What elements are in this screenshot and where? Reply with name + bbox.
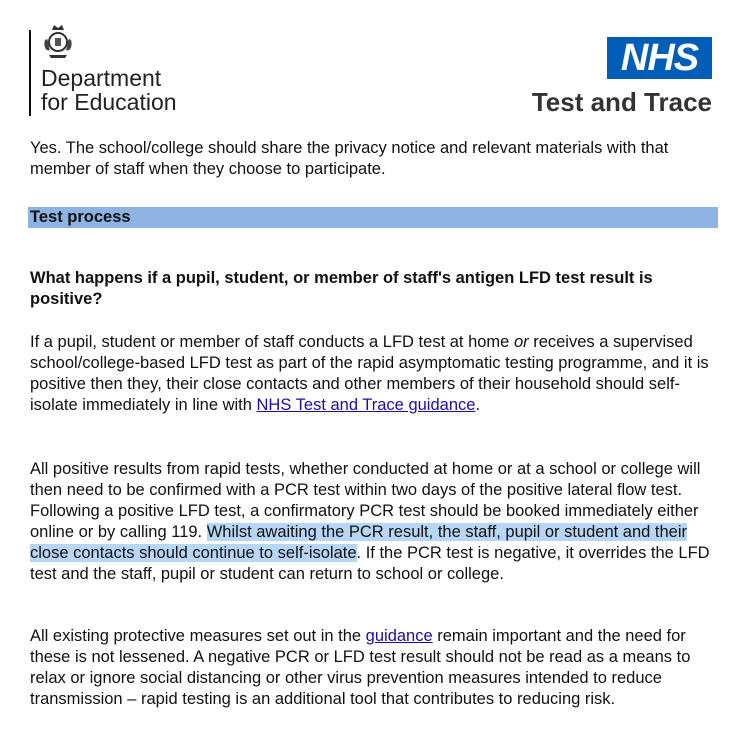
para3-text-b: remain important and the need for these is not lessened. A negative PCR or LFD test result should not be read as a means to relax or ignore social distancing or other virus prevention measures intended to reduce transmission – rapid testing is an additional tool that contributes to reducing risk. bbox=[30, 627, 691, 708]
nhs-logo: NHS bbox=[607, 37, 712, 79]
intro-paragraph: Yes. The school/college should share the privacy notice and relevant materials with that member of staff when they choose to participate. bbox=[30, 139, 669, 178]
para1-text-a: If a pupil, student or member of staff conducts a LFD test at home bbox=[30, 333, 514, 351]
dfe-logo-rule bbox=[29, 30, 31, 116]
royal-crest-icon bbox=[41, 22, 75, 60]
nhs-subtitle: Test and Trace bbox=[531, 87, 712, 117]
highlighted-text: Whilst awaiting the PCR result, the staff, pupil or student and their close contacts should continue to self-isolate bbox=[30, 523, 688, 562]
para1-text-b: receives a supervised school/college-based LFD test as part of the rapid asymptomatic testing programme, and it is positive then they, their close contacts and other members of their household should self-isolate immediately in line with bbox=[30, 333, 709, 414]
paragraph-pcr-confirmation bbox=[30, 459, 716, 585]
dfe-wordmark bbox=[41, 66, 177, 114]
para2-text-b: . If the PCR test is negative, it overrides the LFD test and the staff, pupil or student can return to school or college. bbox=[30, 544, 710, 583]
para1-emphasis: or bbox=[513, 333, 529, 351]
dfe-line-2: for Education bbox=[41, 89, 177, 115]
guidance-link[interactable]: guidance bbox=[365, 627, 433, 645]
section-heading: Test process bbox=[28, 207, 718, 228]
nhs-guidance-link[interactable]: NHS Test and Trace guidance bbox=[256, 396, 476, 414]
para2-text-a: All positive results from rapid tests, whether conducted at home or at a school or college will then need to be confirmed with a PCR test within two days of the positive lateral flow test. Following a positive LFD test, a confirmatory PCR test should be booked immediately either online or by calling 119. bbox=[30, 460, 701, 541]
para3-text-a: All existing protective measures set out in the bbox=[30, 627, 366, 645]
para1-end: . bbox=[475, 396, 481, 414]
paragraph-protective-measures bbox=[30, 626, 716, 710]
dfe-line-1: Department bbox=[41, 65, 162, 91]
document-header bbox=[0, 0, 732, 130]
nhs-test-and-trace-logo bbox=[512, 37, 712, 117]
question-heading: What happens if a pupil, student, or member of staff's antigen LFD test result is positive? bbox=[30, 269, 653, 308]
paragraph-positive-result bbox=[30, 332, 716, 416]
